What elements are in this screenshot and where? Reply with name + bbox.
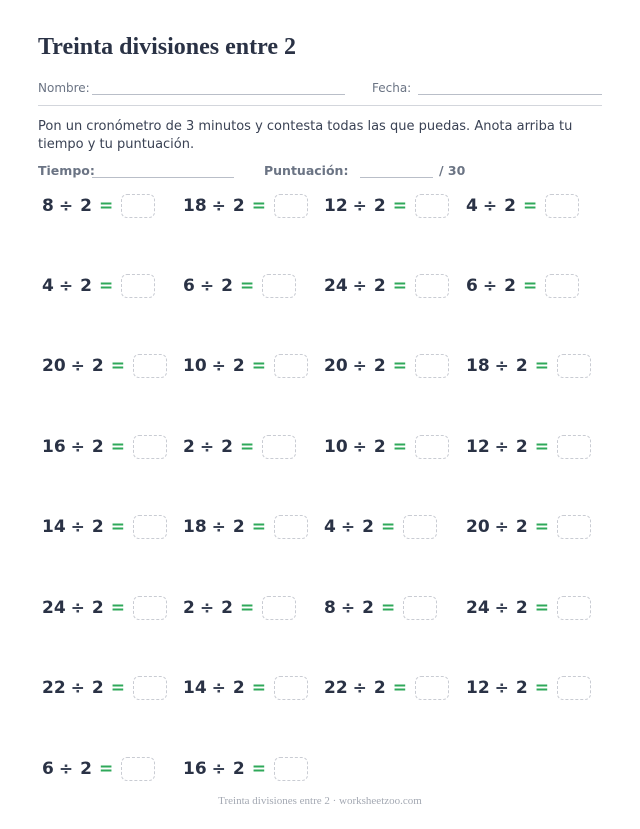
dividend: 6: [183, 276, 195, 296]
answer-box[interactable]: [415, 354, 449, 378]
division-sign: ÷: [199, 437, 215, 457]
divisor: 2: [221, 598, 233, 618]
dividend: 18: [466, 356, 490, 376]
dividend: 10: [183, 356, 207, 376]
division-sign: ÷: [211, 517, 226, 537]
divisor: 2: [504, 276, 516, 296]
answer-box[interactable]: [545, 274, 579, 298]
divisor: 2: [515, 356, 528, 376]
equals-sign: =: [110, 598, 126, 618]
dividend: 14: [183, 678, 207, 698]
division-problem: [466, 514, 591, 540]
equals-sign: =: [392, 276, 408, 296]
division-sign: ÷: [352, 678, 367, 698]
divisor: 2: [80, 759, 92, 779]
answer-box[interactable]: [274, 515, 308, 539]
divisor: 2: [515, 437, 528, 457]
equals-sign: =: [110, 678, 126, 698]
dividend: 24: [42, 598, 66, 618]
answer-box[interactable]: [557, 435, 591, 459]
equals-sign: =: [239, 598, 255, 618]
divisor: 2: [515, 517, 528, 537]
equals-sign: =: [522, 196, 538, 216]
answer-box[interactable]: [274, 354, 308, 378]
divisor: 2: [80, 196, 92, 216]
divisor: 2: [373, 678, 386, 698]
division-problem: [42, 514, 167, 540]
equals-sign: =: [534, 517, 550, 537]
answer-box[interactable]: [274, 757, 308, 781]
divisor: 2: [91, 437, 104, 457]
equals-sign: =: [534, 678, 550, 698]
division-sign: ÷: [352, 356, 367, 376]
answer-box[interactable]: [274, 676, 308, 700]
answer-box[interactable]: [133, 354, 167, 378]
divisor: 2: [362, 517, 374, 537]
dividend: 2: [183, 598, 195, 618]
division-problem: [183, 675, 308, 701]
dividend: 20: [324, 356, 348, 376]
equals-sign: =: [251, 517, 267, 537]
equals-sign: =: [522, 276, 538, 296]
dividend: 16: [183, 759, 207, 779]
division-problem: [324, 353, 449, 379]
answer-box[interactable]: [415, 194, 449, 218]
equals-sign: =: [98, 196, 114, 216]
division-sign: ÷: [494, 356, 509, 376]
division-problem: [183, 595, 296, 621]
answer-box[interactable]: [133, 596, 167, 620]
equals-sign: =: [251, 356, 267, 376]
answer-box[interactable]: [557, 676, 591, 700]
answer-box[interactable]: [545, 194, 579, 218]
division-sign: ÷: [211, 196, 226, 216]
answer-box[interactable]: [133, 676, 167, 700]
dividend: 8: [42, 196, 54, 216]
division-problem: [183, 193, 308, 219]
division-problem: [466, 353, 591, 379]
divisor: 2: [373, 356, 386, 376]
division-problem: [466, 273, 579, 299]
equals-sign: =: [251, 196, 267, 216]
dividend: 2: [183, 437, 195, 457]
division-sign: ÷: [494, 678, 509, 698]
answer-box[interactable]: [133, 435, 167, 459]
division-problem: [324, 193, 449, 219]
division-sign: ÷: [211, 759, 226, 779]
equals-sign: =: [380, 517, 396, 537]
score-label: Puntuación:: [264, 163, 349, 178]
divisor: 2: [504, 196, 516, 216]
division-sign: ÷: [70, 356, 85, 376]
dividend: 8: [324, 598, 336, 618]
division-problem: [42, 595, 167, 621]
equals-sign: =: [239, 276, 255, 296]
dividend: 20: [42, 356, 66, 376]
divisor: 2: [232, 517, 245, 537]
dividend: 22: [42, 678, 66, 698]
dividend: 10: [324, 437, 348, 457]
divisor: 2: [232, 759, 245, 779]
division-problem: [324, 675, 449, 701]
divisor: 2: [232, 356, 245, 376]
answer-box[interactable]: [415, 274, 449, 298]
dividend: 18: [183, 517, 207, 537]
answer-box[interactable]: [262, 596, 296, 620]
answer-box[interactable]: [403, 515, 437, 539]
division-sign: ÷: [352, 437, 367, 457]
equals-sign: =: [534, 598, 550, 618]
equals-sign: =: [534, 356, 550, 376]
division-sign: ÷: [494, 437, 509, 457]
division-sign: ÷: [494, 598, 509, 618]
dividend: 4: [324, 517, 336, 537]
equals-sign: =: [251, 678, 267, 698]
dividend: 12: [466, 437, 490, 457]
dividend: 12: [466, 678, 490, 698]
division-sign: ÷: [211, 678, 226, 698]
division-problem: [466, 675, 591, 701]
answer-box[interactable]: [121, 194, 155, 218]
answer-box[interactable]: [403, 596, 437, 620]
footer-text: Treinta divisiones entre 2 · worksheetzoo.com: [218, 795, 422, 807]
dividend: 4: [42, 276, 54, 296]
division-problem: [466, 595, 591, 621]
division-problem: [466, 193, 579, 219]
division-problem: [183, 756, 308, 782]
division-sign: ÷: [340, 517, 356, 537]
division-sign: ÷: [494, 517, 509, 537]
division-problem: [466, 434, 591, 460]
equals-sign: =: [110, 356, 126, 376]
division-problem: [183, 353, 308, 379]
division-sign: ÷: [352, 196, 367, 216]
division-problem: [324, 514, 437, 540]
divisor: 2: [515, 598, 528, 618]
division-sign: ÷: [352, 276, 367, 296]
division-sign: ÷: [70, 517, 85, 537]
dividend: 24: [324, 276, 348, 296]
equals-sign: =: [392, 196, 408, 216]
divisor: 2: [373, 196, 386, 216]
equals-sign: =: [392, 678, 408, 698]
score-total: / 30: [439, 163, 466, 178]
division-problem: [42, 193, 155, 219]
division-sign: ÷: [70, 598, 85, 618]
equals-sign: =: [534, 437, 550, 457]
dividend: 20: [466, 517, 490, 537]
division-problem: [183, 434, 296, 460]
division-problem: [324, 595, 437, 621]
division-sign: ÷: [482, 196, 498, 216]
equals-sign: =: [380, 598, 396, 618]
dividend: 14: [42, 517, 66, 537]
divisor: 2: [80, 276, 92, 296]
division-sign: ÷: [70, 678, 85, 698]
answer-box[interactable]: [557, 515, 591, 539]
division-sign: ÷: [58, 759, 74, 779]
division-problem: [42, 675, 167, 701]
division-problem: [324, 434, 449, 460]
division-sign: ÷: [211, 356, 226, 376]
answer-box[interactable]: [557, 354, 591, 378]
division-sign: ÷: [199, 598, 215, 618]
answer-box[interactable]: [274, 194, 308, 218]
dividend: 18: [183, 196, 207, 216]
answer-box[interactable]: [121, 757, 155, 781]
division-problem: [183, 273, 296, 299]
divisor: 2: [362, 598, 374, 618]
equals-sign: =: [239, 437, 255, 457]
instructions-text: Pon un cronómetro de 3 minutos y contesta todas las que puedas. Anota arriba tu tiempo y tu puntuación.: [38, 119, 573, 152]
answer-box[interactable]: [121, 274, 155, 298]
divisor: 2: [232, 196, 245, 216]
dividend: 6: [466, 276, 478, 296]
dividend: 6: [42, 759, 54, 779]
divisor: 2: [232, 678, 245, 698]
dividend: 4: [466, 196, 478, 216]
equals-sign: =: [110, 437, 126, 457]
equals-sign: =: [98, 276, 114, 296]
division-problem: [324, 273, 449, 299]
division-problem: [42, 273, 155, 299]
divisor: 2: [515, 678, 528, 698]
equals-sign: =: [98, 759, 114, 779]
dividend: 24: [466, 598, 490, 618]
answer-box[interactable]: [415, 676, 449, 700]
divisor: 2: [91, 598, 104, 618]
division-sign: ÷: [340, 598, 356, 618]
division-problem: [42, 353, 167, 379]
answer-box[interactable]: [557, 596, 591, 620]
division-sign: ÷: [58, 276, 74, 296]
name-label: Nombre:: [38, 81, 90, 95]
equals-sign: =: [110, 517, 126, 537]
answer-box[interactable]: [262, 435, 296, 459]
worksheet-title: Treinta divisiones entre 2: [38, 34, 296, 60]
answer-box[interactable]: [133, 515, 167, 539]
division-sign: ÷: [482, 276, 498, 296]
divisor: 2: [91, 517, 104, 537]
divisor: 2: [91, 678, 104, 698]
equals-sign: =: [251, 759, 267, 779]
answer-box[interactable]: [262, 274, 296, 298]
division-sign: ÷: [199, 276, 215, 296]
division-problem: [42, 434, 167, 460]
division-sign: ÷: [70, 437, 85, 457]
division-problem: [42, 756, 155, 782]
divisor: 2: [373, 437, 386, 457]
divisor: 2: [373, 276, 386, 296]
time-label: Tiempo:: [38, 163, 95, 178]
dividend: 12: [324, 196, 348, 216]
equals-sign: =: [392, 356, 408, 376]
answer-box[interactable]: [415, 435, 449, 459]
dividend: 22: [324, 678, 348, 698]
divisor: 2: [221, 437, 233, 457]
dividend: 16: [42, 437, 66, 457]
divisor: 2: [221, 276, 233, 296]
equals-sign: =: [392, 437, 408, 457]
division-problem: [183, 514, 308, 540]
division-sign: ÷: [58, 196, 74, 216]
divisor: 2: [91, 356, 104, 376]
date-label: Fecha:: [372, 81, 412, 95]
